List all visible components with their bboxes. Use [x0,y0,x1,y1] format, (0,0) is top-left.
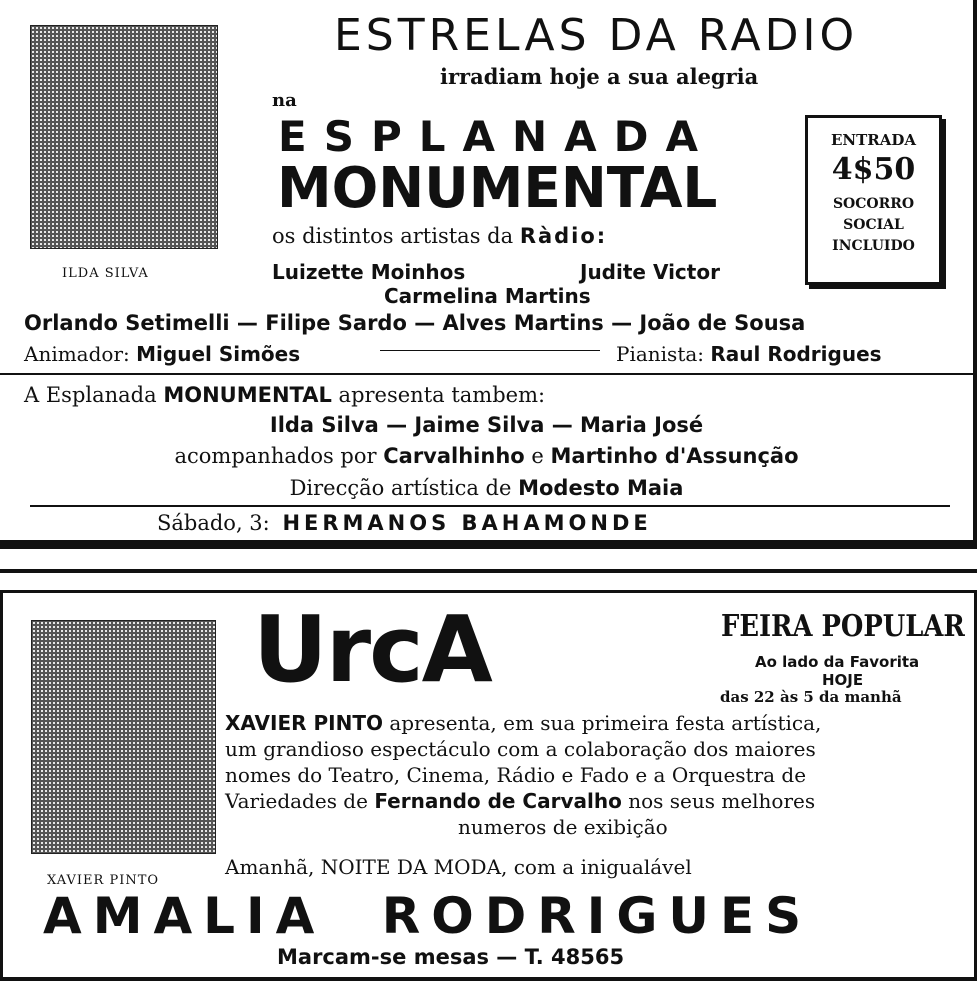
direction-pre: Direcção artística de [289,476,512,500]
tomorrow-line: Amanhã, NOITE DA MODA, com a inigualável [225,855,692,879]
saturday-line [157,511,652,535]
photo-caption-xavier: XAVIER PINTO [47,873,160,888]
ad-subtitle: irradiam hoje a sua alegria [440,64,759,89]
intro-line [272,224,607,248]
entrada-label: ENTRADA [830,131,917,149]
body-text-4c: nos seus melhores [628,789,816,813]
intro-radio: Ràdio: [519,224,608,248]
direction-name: Modesto Maia [518,476,684,500]
artist-luizette: Luizette Moinhos [272,260,466,284]
entrada-box [805,115,942,285]
artist-row: Orlando Setimelli — Filipe Sardo — Alves Martins — João de Sousa [24,311,806,335]
venue-monumental: MONUMENTAL [277,156,718,221]
urca-logo: UrcA [253,596,491,703]
artist-carmelina: Carmelina Martins [384,284,591,308]
urca-ad [0,590,977,981]
body-name: XAVIER PINTO [225,711,383,735]
performers: Ilda Silva — Jaime Silva — Maria José [269,413,704,437]
ad-title: ESTRELAS DA RADIO [334,10,859,61]
body-line-4 [225,789,815,813]
booking-line: Marcam-se mesas — T. 48565 [277,945,625,969]
divider-top [0,373,973,375]
pianista-name: Raul Rodrigues [710,342,882,366]
animador-rule [380,350,600,351]
body-text-4a: Variedades de [225,789,368,813]
accompanied-line [0,444,973,468]
saturday-act: HERMANOS BAHAMONDE [282,511,652,535]
ilda-silva-photo [30,25,218,249]
feira-popular: FEIRA POPULAR [721,609,965,644]
entrada-line2: SOCIAL [843,216,904,233]
intro-text: os distintos artistas da [272,224,514,248]
accomp-and: e [531,444,544,468]
entrada-line1: SOCORRO [832,195,915,212]
pianista-label: Pianista: [616,342,705,366]
entrada-price: 4$50 [831,152,916,187]
accomp-martinho: Martinho d'Assunção [550,444,799,468]
accomp-pre: acompanhados por [174,444,377,468]
na-word: na [272,90,297,111]
animador-line [24,342,300,366]
presenta-line [24,383,545,407]
body-line-1 [225,711,821,735]
pianista-line [616,342,882,366]
body-line-5: numeros de exibição [458,815,668,839]
body-text-1: apresenta, em sua primeira festa artística, [389,711,822,735]
presenta-venue: MONUMENTAL [163,383,332,407]
presenta-pre: A Esplanada [24,383,157,407]
body-fernando: Fernando de Carvalho [374,789,622,813]
divider-bottom [30,505,950,507]
page-separator-thick [0,540,977,549]
accomp-carvalhinho: Carvalhinho [383,444,525,468]
hoje: HOJE [822,671,864,689]
direction-line [0,476,973,500]
saturday-label: Sábado, 3: [157,511,270,535]
body-line-3: nomes do Teatro, Cinema, Rádio e Fado e a Orquestra de [225,763,807,787]
entrada-line3: INCLUIDO [832,237,915,254]
xavier-pinto-photo [31,620,216,854]
body-line-2: um grandioso espectáculo com a colaboração dos maiores [225,737,816,761]
horario: das 22 às 5 da manhã [720,688,902,706]
page-separator-thin [0,569,977,573]
venue-esplanada: ESPLANADA [278,112,716,161]
presenta-post: apresenta tambem: [338,383,546,407]
artist-judite: Judite Victor [580,260,720,284]
photo-caption-ilda: ILDA SILVA [62,266,149,281]
amalia-rodrigues: AMALIA RODRIGUES [43,887,813,945]
animador-label: Animador: [24,342,130,366]
animador-name: Miguel Simões [136,342,301,366]
ao-lado: Ao lado da Favorita [755,653,920,671]
